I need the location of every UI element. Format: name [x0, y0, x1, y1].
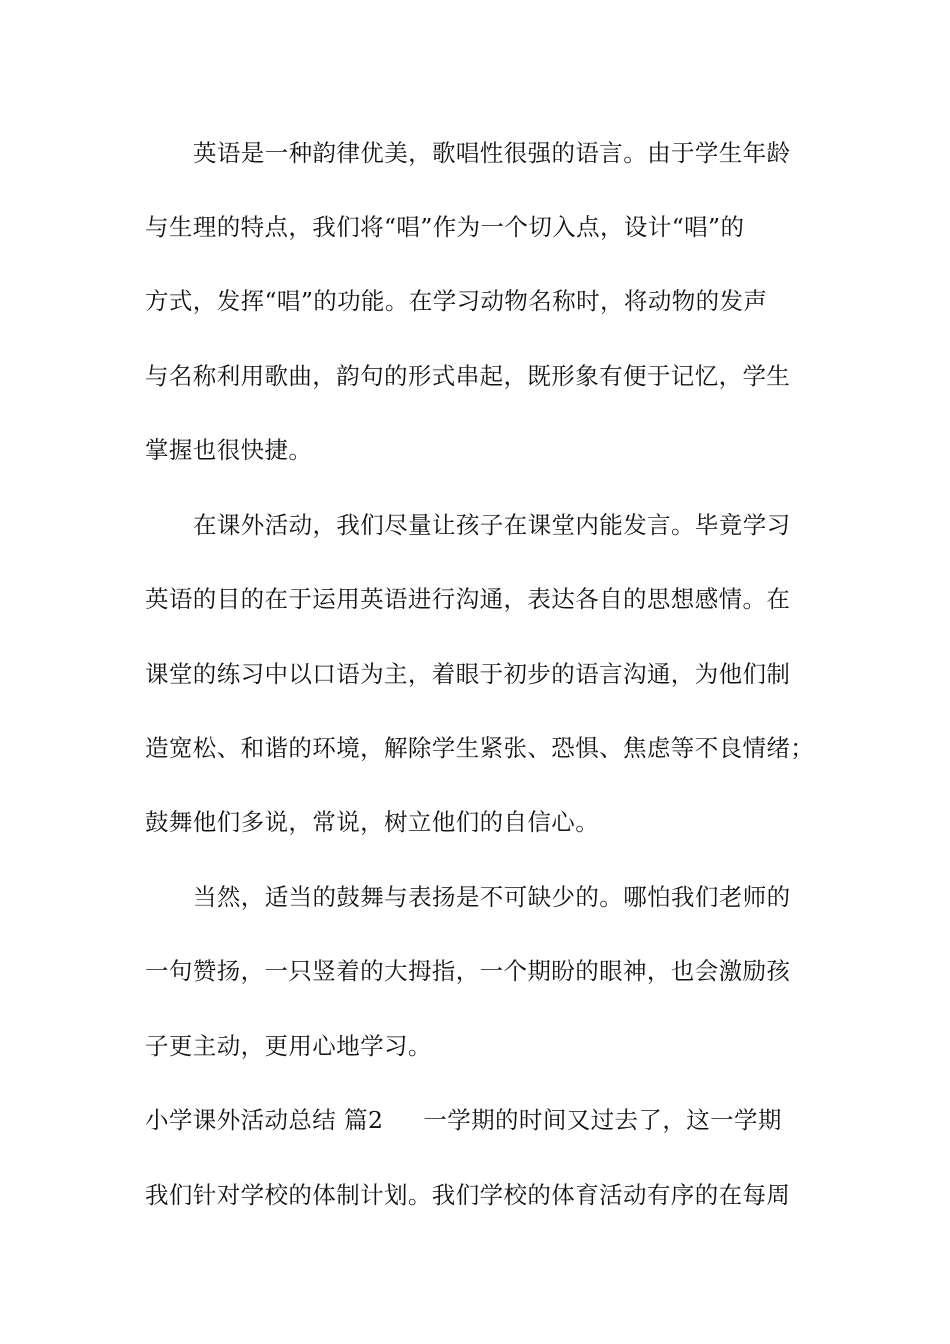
paragraph-2-line-1: 在课外活动，我们尽量让孩子在课堂内能发言。毕竟学习 — [193, 511, 791, 539]
paragraph-1-line-4: 与名称利用歌曲，韵句的形式串起，既形象有便于记忆，学生 — [145, 362, 791, 390]
paragraph-1-line-1: 英语是一种韵律优美，歌唱性很强的语言。由于学生年龄 — [193, 139, 791, 167]
paragraph-1-line-2: 与生理的特点，我们将“唱”作为一个切入点，设计“唱”的 — [145, 213, 745, 241]
section-title: 小学课外活动总结 篇2 — [145, 1106, 384, 1134]
paragraph-2-line-4: 造宽松、和谐的环境，解除学生紧张、恐惧、焦虑等不良情绪； — [145, 734, 815, 762]
paragraph-2-line-2: 英语的目的在于运用英语进行沟通，表达各自的思想感情。在 — [145, 585, 791, 613]
paragraph-1-line-3: 方式，发挥“唱”的功能。在学习动物名称时，将动物的发声 — [145, 287, 768, 315]
paragraph-3-line-3: 子更主动，更用心地学习。 — [145, 1032, 432, 1060]
paragraph-2-line-3: 课堂的练习中以口语为主，着眼于初步的语言沟通，为他们制 — [145, 660, 791, 688]
paragraph-1-line-5: 掌握也很快捷。 — [145, 436, 313, 464]
paragraph-2-line-5: 鼓舞他们多说，常说，树立他们的自信心。 — [145, 808, 600, 836]
paragraph-3-line-1: 当然，适当的鼓舞与表扬是不可缺少的。哪怕我们老师的 — [193, 883, 791, 911]
paragraph-3-line-2: 一句赞扬，一只竖着的大拇指，一个期盼的眼神，也会激励孩 — [145, 957, 791, 985]
section-first-line: 一学期的时间又过去了，这一学期 — [423, 1106, 782, 1134]
section-heading-line — [145, 1104, 810, 1136]
section-line-2: 我们针对学校的体制计划。我们学校的体育活动有序的在每周 — [145, 1181, 791, 1209]
